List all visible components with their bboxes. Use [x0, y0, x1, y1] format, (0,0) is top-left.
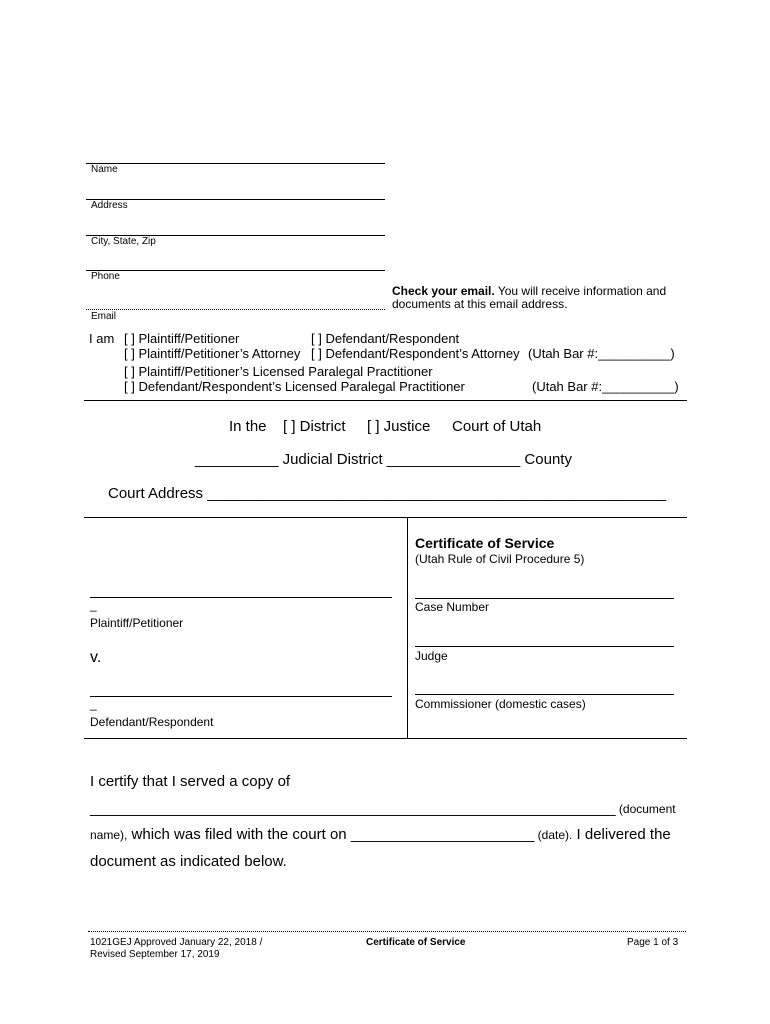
court-address-line[interactable]: Court Address _______________________________________________________ — [108, 485, 667, 502]
document-indicated-line: document as indicated below. — [90, 853, 287, 870]
email-note — [392, 284, 666, 298]
defendant-label: Defendant/Respondent — [90, 715, 214, 729]
footer-divider — [88, 931, 686, 932]
city-state-zip-label: City, State, Zip — [91, 236, 156, 247]
divider-top — [84, 400, 687, 401]
judicial-district-line[interactable]: __________ Judicial District ________________ County — [195, 451, 572, 468]
footer-revised: Revised September 17, 2019 — [90, 949, 220, 960]
case-number-line[interactable] — [415, 598, 674, 599]
caption-top-border — [84, 517, 687, 518]
filed-text: which was filed with the court on — [127, 826, 351, 843]
phone-label: Phone — [91, 271, 120, 282]
i-am-label: I am — [89, 331, 115, 346]
defendant-paralegal-checkbox[interactable]: [ ] Defendant/Respondent’s Licensed Paralegal Practitioner — [124, 379, 465, 394]
footer-page: Page 1 of 3 — [627, 937, 679, 948]
footer-form-id: 1021GEJ Approved January 22, 2018 / — [90, 937, 263, 948]
name-label: Name — [91, 164, 118, 175]
plaintiff-attorney-checkbox[interactable]: [ ] Plaintiff/Petitioner’s Attorney — [124, 346, 301, 361]
phone-field[interactable] — [86, 256, 385, 271]
filed-date-blank[interactable]: ______________________ — [350, 826, 535, 843]
defendant-underscore: _ — [90, 697, 97, 711]
name-field[interactable] — [86, 149, 385, 164]
plaintiff-underscore: _ — [90, 598, 97, 612]
email-label: Email — [91, 311, 117, 322]
versus-label: v. — [90, 649, 102, 666]
footer-title: Certificate of Service — [366, 937, 466, 948]
certify-line: I certify that I served a copy of — [90, 773, 291, 790]
certificate-title: Certificate of Service — [415, 535, 555, 551]
name-small-label: name), — [90, 828, 128, 842]
email-field-line[interactable] — [86, 309, 385, 310]
email-note-line2: documents at this email address. — [392, 297, 568, 311]
address-field[interactable] — [86, 185, 385, 200]
email-note-bold: Check your email. — [392, 284, 495, 298]
judge-label: Judge — [415, 649, 448, 663]
defendant-checkbox[interactable]: [ ] Defendant/Respondent — [311, 331, 460, 346]
defendant-attorney-checkbox[interactable]: [ ] Defendant/Respondent’s Attorney — [311, 346, 520, 361]
document-name-blank[interactable]: _______________________________________________________________ — [90, 800, 616, 817]
district-checkbox[interactable]: [ ] District — [283, 418, 346, 435]
plaintiff-label: Plaintiff/Petitioner — [90, 616, 184, 630]
defendant-name-line[interactable] — [90, 696, 392, 697]
caption-bottom-border — [84, 738, 687, 739]
justice-checkbox[interactable]: [ ] Justice — [367, 418, 431, 435]
delivered-text: I delivered the — [572, 826, 671, 843]
plaintiff-checkbox[interactable]: [ ] Plaintiff/Petitioner — [124, 331, 240, 346]
document-name-field[interactable] — [90, 800, 676, 817]
commissioner-label: Commissioner (domestic cases) — [415, 697, 586, 711]
in-the-label: In the — [229, 418, 267, 435]
certificate-subtitle: (Utah Rule of Civil Procedure 5) — [415, 552, 585, 566]
city-state-zip-field[interactable] — [86, 221, 385, 236]
utah-bar-number-1[interactable]: (Utah Bar #:__________) — [528, 346, 675, 361]
email-note-text: You will receive information and — [494, 284, 667, 298]
case-number-label: Case Number — [415, 600, 490, 614]
address-label: Address — [91, 200, 128, 211]
judge-line[interactable] — [415, 646, 674, 647]
document-label: (document — [615, 802, 676, 816]
plaintiff-paralegal-checkbox[interactable]: [ ] Plaintiff/Petitioner’s Licensed Paralegal Practitioner — [124, 364, 433, 379]
commissioner-line[interactable] — [415, 694, 674, 695]
plaintiff-name-line[interactable] — [90, 597, 392, 598]
date-label: (date). — [534, 828, 573, 842]
filed-line — [90, 826, 671, 843]
utah-bar-number-2[interactable]: (Utah Bar #:__________) — [532, 379, 679, 394]
court-of-utah-label: Court of Utah — [452, 418, 542, 435]
caption-divider — [407, 517, 408, 738]
